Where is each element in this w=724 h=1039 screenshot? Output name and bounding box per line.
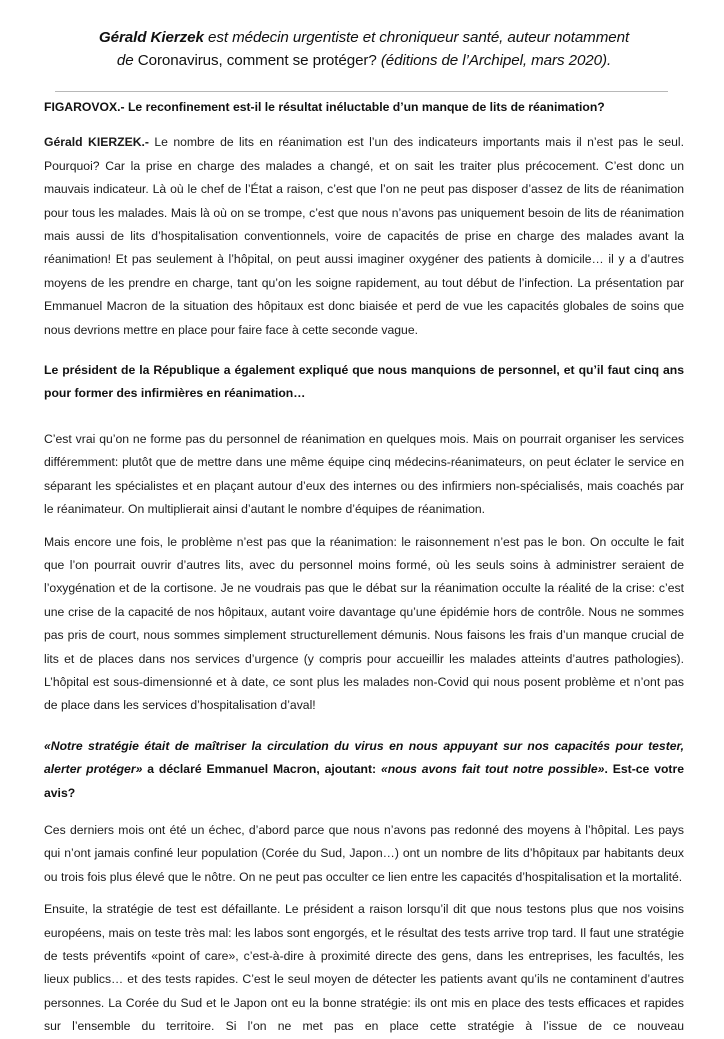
question-1 bbox=[44, 96, 684, 119]
author-intro bbox=[44, 26, 684, 72]
question-1-speaker: FIGAROVOX. bbox=[44, 100, 121, 114]
answer-3-paragraph-2: Ensuite, la stratégie de test est défaillante. Le président a raison lorsqu’il dit que nous testons plus que nos voisins européens, mais on teste très mal: les labos sont engorgés, et le résultat des tests arrive trop tard. Il faut une stratégie de tests préventifs «point of care», c’est-à-dire à proximité directe des gens, dans les entreprises, les facultés, les lieux publics… et des tests rapides. C’est le seul moyen de détecter les patients avant qu’ils ne contaminent d’autres personnes. La Corée du Sud et le Japon ont eu la bonne stratégie: ils ont mis en place des tests efficaces et rapides sur l’ensemble du territoire. Si l’on ne met pas en place cette stratégie à l’issue de ce nouveau bbox=[44, 902, 684, 1034]
question-2: Le président de la République a également expliqué que nous manquions de personnel, et qu’il faut cinq ans pour former des infirmières en réanimation… bbox=[44, 363, 684, 401]
answer-2-paragraph-1: C’est vrai qu’on ne forme pas du personnel de réanimation en quelques mois. Mais on pourrait organiser les services différemment: plutôt que de mettre dans une même équipe cinq médecins-réanimateurs, on peut éclater le service en séparant les spécialistes et en plaçant autour d’eux des internes ou des infirmiers non-spécialisés, mais coachés par le réanimateur. On multiplierait ainsi d’autant le nombre d’équipes de réanimation. bbox=[44, 431, 684, 517]
answer-2-paragraph-2: Mais encore une fois, le problème n’est pas que la réanimation: le raisonnement n’est pas le bon. On occulte le fait que l’on pourrait ouvrir d’autres lits, avec du personnel moins formé, où les seuls soins à administrer seraient de l’oxygénation et de la cortisone. Je ne voudrais pas que le débat sur la réanimation occulte la réalité de la crise: c’est une crise de la capacité de nos hôpitaux, autant voire davantage qu’une épidémie hors de contrôle. Nous ne sommes pas pris de court, nous sommes simplement structurellement démunis. Nous faisons les frais d’un manque crucial de lits et de places dans nos services d’urgence (y compris pour accueillir les malades atteints d’autres pathologies). L’hôpital est sous-dimensionné et à date, ce sont plus les malades non-Covid qui nous posent problème et n’ont pas de place dans les services d’hospitalisation d’aval! bbox=[44, 534, 684, 713]
question-3-mid: a déclaré Emmanuel Macron, ajoutant: bbox=[142, 762, 381, 777]
question-3-end: . Est-ce votre avis? bbox=[44, 762, 685, 800]
question-1-text: - Le reconfinement est-il le résultat inéluctable d’un manque de lits de réanimation? bbox=[120, 100, 605, 114]
answer-1 bbox=[44, 131, 684, 342]
question-3-quote-1: «Notre stratégie était de maîtriser la circulation du virus en nous appuyant sur nos capacités pour tester, alerter protéger» bbox=[44, 738, 684, 777]
question-3 bbox=[44, 735, 684, 805]
publisher-info: (éditions de l’Archipel, mars 2020). bbox=[376, 52, 612, 69]
question-3-quote-2: «nous avons fait tout notre possible» bbox=[380, 762, 605, 777]
answer-1-speaker: Gérald KIERZEK.- bbox=[44, 135, 149, 150]
author-name: Gérald Kierzek bbox=[98, 29, 204, 46]
book-title: Coronavirus, comment se protéger? bbox=[137, 52, 377, 69]
author-description: est médecin urgentiste et chroniqueur santé, auteur notamment bbox=[203, 29, 630, 46]
header-divider bbox=[55, 91, 668, 92]
answer-1-text: Le nombre de lits en réanimation est l’un des indicateurs importants mais il n’est pas le seul. Pourquoi? Car la prise en charge des malades a changé, et on sait les traiter plus précocement. C’est donc un mauvais indicateur. Là où le chef de l’État a raison, c’est que l’on ne peut pas disposer d’assez de lits de réanimation pour tous les malades. Mais là où on se trompe, c’est que nous n’avons pas uniquement besoin de lits de réanimation mais aussi de lits d’hospitalisation conventionnels, voire de capacités de prise en charge des malades avant la réanimation! Et pas seulement à l’hôpital, on peut aussi imaginer oxygéner des patients à domicile… il y a d’autres moyens de les prendre en charge, tant qu’on les soigne rapidement, au tout début de l’infection. La présentation par Emmanuel Macron de la situation des hôpitaux est donc biaisée et perd de vue les capacités globales de soins que nous devrions mettre en place pour faire face à cette seconde vague. bbox=[44, 135, 684, 337]
document-page bbox=[44, 0, 684, 72]
intro-de: de bbox=[116, 52, 138, 69]
answer-3-paragraph-1: Ces derniers mois ont été un échec, d’abord parce que nous n’avons pas redonné des moyens à l’hôpital. Les pays qui n’ont jamais confiné leur population (Corée du Sud, Japon…) ont un nombre de lits d’hôpitaux par habitants deux ou trois fois plus élevé que le nôtre. On ne peut pas occulter ce lien entre les capacités d’hospitalisation et la mortalité. bbox=[44, 822, 684, 884]
